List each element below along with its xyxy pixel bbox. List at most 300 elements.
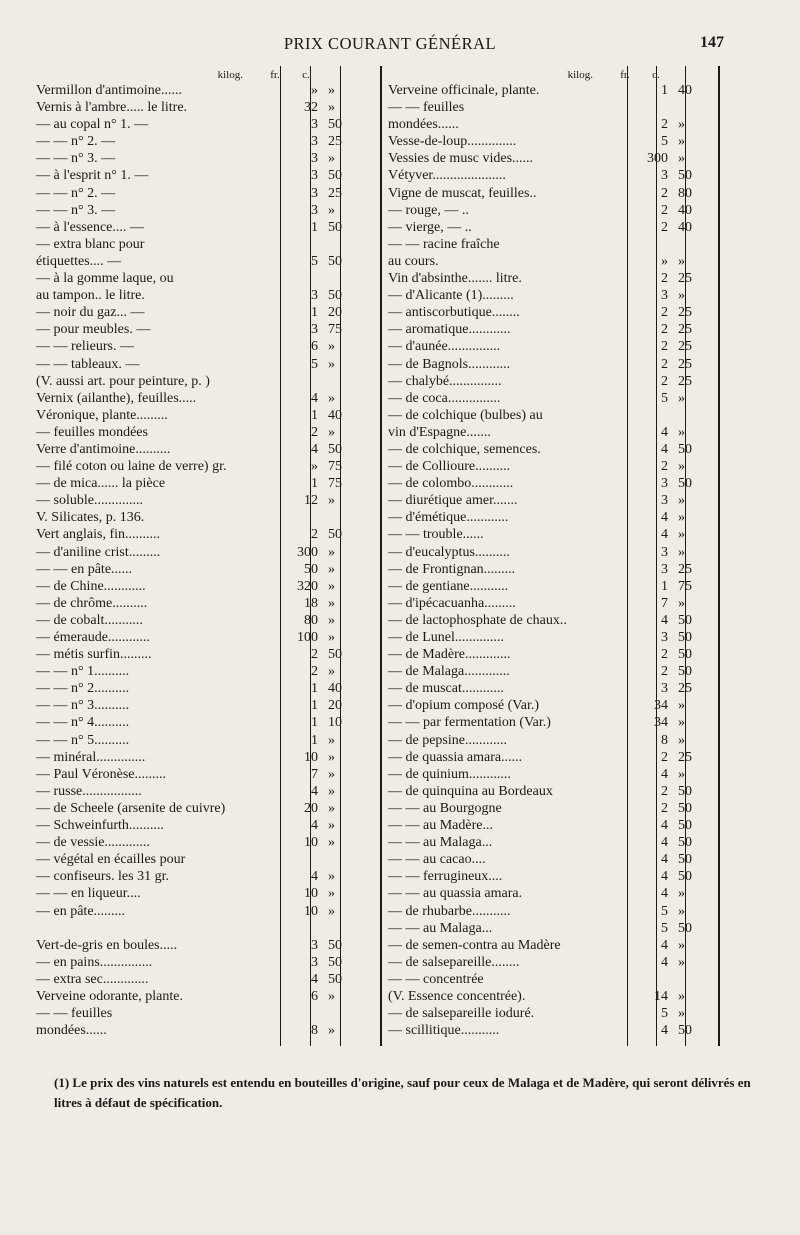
item-label: — — n° 4.......... bbox=[36, 715, 130, 731]
price-centimes: 50 bbox=[678, 800, 692, 816]
price-row bbox=[36, 680, 342, 697]
item-label: Vermillon d'antimoine...... bbox=[36, 83, 183, 98]
price-centimes: » bbox=[328, 390, 335, 406]
price-row bbox=[36, 851, 338, 868]
price-row bbox=[36, 133, 342, 150]
price-centimes: » bbox=[328, 783, 335, 799]
price-centimes: 50 bbox=[678, 630, 692, 645]
right-price-list bbox=[388, 82, 692, 1039]
price-francs: 2 bbox=[661, 664, 668, 680]
item-label: mondées...... bbox=[36, 1023, 107, 1039]
item-label: — — feuilles bbox=[388, 100, 465, 116]
item-label: — extra sec............. bbox=[36, 971, 149, 987]
price-centimes: 50 bbox=[328, 219, 342, 235]
price-francs: 10 bbox=[304, 903, 318, 919]
item-label: Vert anglais, fin.......... bbox=[36, 527, 161, 543]
price-row bbox=[388, 800, 692, 817]
price-centimes: 50 bbox=[678, 476, 692, 492]
right-column-header bbox=[388, 66, 688, 82]
price-centimes: » bbox=[328, 356, 335, 372]
price-row bbox=[36, 697, 342, 714]
price-centimes: 40 bbox=[328, 407, 342, 423]
price-row bbox=[388, 441, 692, 458]
price-centimes: » bbox=[678, 493, 685, 509]
price-francs: 300 bbox=[297, 544, 318, 560]
price-francs: 2 bbox=[661, 271, 668, 287]
item-label: — minéral.............. bbox=[36, 749, 146, 765]
price-francs: 2 bbox=[661, 339, 668, 355]
price-row bbox=[388, 561, 692, 578]
price-row bbox=[388, 458, 688, 475]
price-centimes: 50 bbox=[328, 954, 342, 970]
item-label: au tampon.. le litre. bbox=[36, 288, 145, 304]
item-label: — pour meubles. — bbox=[36, 322, 151, 338]
price-francs: 5 bbox=[661, 903, 668, 919]
price-row bbox=[388, 202, 692, 219]
price-francs: 4 bbox=[311, 390, 318, 406]
price-row bbox=[36, 817, 338, 834]
price-francs: 3 bbox=[311, 134, 318, 150]
price-centimes: » bbox=[678, 937, 685, 953]
price-centimes: » bbox=[328, 903, 335, 919]
price-centimes: » bbox=[678, 459, 685, 475]
item-label: Véronique, plante......... bbox=[36, 407, 168, 423]
price-centimes: 50 bbox=[328, 117, 342, 133]
price-francs: 4 bbox=[661, 937, 668, 953]
item-label: — — concentrée bbox=[388, 971, 484, 987]
left-column-header bbox=[36, 66, 338, 82]
price-francs: 4 bbox=[661, 869, 668, 885]
price-centimes: 40 bbox=[678, 219, 692, 235]
price-centimes: 80 bbox=[678, 185, 692, 201]
price-row bbox=[36, 287, 342, 304]
price-centimes: » bbox=[678, 390, 685, 406]
price-francs: 1 bbox=[311, 407, 318, 423]
price-row bbox=[36, 800, 338, 817]
price-row bbox=[36, 766, 338, 783]
price-row bbox=[388, 868, 692, 885]
item-label: — d'Alicante (1)......... bbox=[388, 288, 514, 304]
left-price-list bbox=[36, 82, 342, 1039]
price-centimes: 25 bbox=[678, 356, 692, 372]
price-row bbox=[36, 988, 338, 1005]
price-francs: 34 bbox=[654, 715, 668, 731]
item-label: — — racine fraîche bbox=[388, 236, 500, 252]
item-label: — de Lunel.............. bbox=[388, 630, 504, 645]
item-label: étiquettes.... — bbox=[36, 253, 122, 269]
item-label: — d'émétique............ bbox=[388, 510, 509, 526]
price-row bbox=[388, 150, 688, 167]
price-francs: 10 bbox=[304, 749, 318, 765]
price-row bbox=[388, 99, 688, 116]
price-centimes: » bbox=[328, 749, 335, 765]
price-francs: 2 bbox=[661, 800, 668, 816]
price-centimes: » bbox=[678, 253, 685, 269]
item-label: Vigne de muscat, feuilles.. bbox=[388, 185, 537, 201]
price-row bbox=[36, 937, 342, 954]
price-row bbox=[388, 492, 688, 509]
item-label: (V. Essence concentrée). bbox=[388, 988, 526, 1004]
item-label: (V. aussi art. pour peinture, p. ) bbox=[36, 373, 210, 389]
item-label: — de semen-contra au Madère bbox=[388, 937, 561, 953]
price-centimes: » bbox=[678, 886, 685, 902]
price-row bbox=[388, 390, 688, 407]
price-row bbox=[388, 954, 688, 971]
price-centimes: » bbox=[328, 1023, 335, 1039]
price-francs: 2 bbox=[311, 664, 318, 680]
price-row bbox=[36, 663, 338, 680]
item-label: — — n° 2. — bbox=[36, 134, 116, 150]
price-centimes: » bbox=[328, 732, 335, 748]
price-centimes: 50 bbox=[328, 647, 342, 663]
item-label: — de Collioure.......... bbox=[388, 459, 511, 475]
price-row bbox=[388, 732, 688, 749]
price-francs: 1 bbox=[311, 698, 318, 714]
price-centimes: » bbox=[678, 510, 685, 526]
price-francs: 5 bbox=[311, 253, 318, 269]
item-label: — à la gomme laque, ou bbox=[36, 271, 174, 287]
item-label: — aromatique............ bbox=[388, 322, 511, 338]
price-francs: 2 bbox=[311, 424, 318, 440]
price-francs: 3 bbox=[311, 954, 318, 970]
item-label: — de quinquina au Bordeaux bbox=[388, 783, 553, 799]
price-row bbox=[36, 390, 338, 407]
price-centimes: 20 bbox=[328, 698, 342, 714]
price-francs: 3 bbox=[661, 630, 668, 645]
price-francs: 2 bbox=[661, 783, 668, 799]
item-label: — de Malaga............. bbox=[388, 664, 510, 680]
price-centimes: 25 bbox=[678, 749, 692, 765]
item-label: — de Scheele (arsenite de cuivre) bbox=[36, 800, 226, 816]
price-centimes: » bbox=[328, 988, 335, 1004]
price-francs: 1 bbox=[311, 715, 318, 731]
price-row bbox=[36, 475, 342, 492]
price-francs: 4 bbox=[311, 869, 318, 885]
price-centimes: 50 bbox=[328, 288, 342, 304]
price-francs: 4 bbox=[311, 783, 318, 799]
price-francs: 3 bbox=[311, 117, 318, 133]
price-row bbox=[36, 783, 338, 800]
price-row bbox=[36, 561, 338, 578]
price-centimes: » bbox=[328, 424, 335, 440]
item-label: — — n° 1.......... bbox=[36, 664, 130, 680]
item-label: Verveine officinale, plante. bbox=[388, 83, 540, 98]
price-francs: 4 bbox=[661, 527, 668, 543]
price-row bbox=[388, 1005, 688, 1022]
price-francs: 2 bbox=[661, 202, 668, 218]
price-centimes: » bbox=[328, 766, 335, 782]
price-francs: 4 bbox=[661, 852, 668, 868]
price-centimes: 75 bbox=[328, 459, 342, 475]
item-label: — de vessie............. bbox=[36, 835, 150, 851]
price-francs: 10 bbox=[304, 835, 318, 851]
unit-header: kilog. bbox=[217, 69, 243, 81]
price-francs: 6 bbox=[311, 339, 318, 355]
price-centimes: 50 bbox=[678, 1023, 692, 1039]
price-row bbox=[388, 373, 692, 390]
price-row bbox=[36, 903, 338, 920]
price-row bbox=[388, 612, 692, 629]
price-francs: 3 bbox=[311, 322, 318, 338]
price-francs: 4 bbox=[661, 886, 668, 902]
price-francs: 14 bbox=[654, 988, 668, 1004]
price-row bbox=[36, 185, 342, 202]
price-centimes: » bbox=[328, 561, 335, 577]
price-row bbox=[388, 116, 688, 133]
item-label: Vernix (ailanthe), feuilles..... bbox=[36, 390, 197, 406]
price-row bbox=[388, 82, 692, 99]
price-centimes: » bbox=[678, 595, 685, 611]
item-label: — de colombo............ bbox=[388, 476, 514, 492]
item-label: vin d'Espagne....... bbox=[388, 424, 491, 440]
price-francs: 50 bbox=[304, 561, 318, 577]
price-centimes: » bbox=[328, 818, 335, 834]
unit-header: kilog. bbox=[567, 69, 593, 81]
price-row bbox=[36, 150, 338, 167]
price-francs: 7 bbox=[661, 595, 668, 611]
item-label: — de lactophosphate de chaux.. bbox=[388, 612, 567, 628]
price-francs: 3 bbox=[661, 493, 668, 509]
price-francs: 5 bbox=[661, 920, 668, 936]
item-label: — vierge, — .. bbox=[388, 219, 472, 235]
price-francs: 20 bbox=[304, 800, 318, 816]
price-centimes: » bbox=[678, 766, 685, 782]
price-row bbox=[388, 167, 692, 184]
item-label: — de chrôme.......... bbox=[36, 595, 148, 611]
price-row bbox=[36, 82, 338, 99]
price-row bbox=[36, 971, 342, 988]
item-label: — de rhubarbe........... bbox=[388, 903, 511, 919]
price-centimes: » bbox=[328, 100, 335, 116]
price-row bbox=[36, 732, 338, 749]
price-francs: 10 bbox=[304, 886, 318, 902]
item-label: Vernis à l'ambre..... le litre. bbox=[36, 100, 188, 116]
price-centimes: 20 bbox=[328, 305, 342, 321]
price-francs: 2 bbox=[661, 305, 668, 321]
price-centimes: 25 bbox=[678, 305, 692, 321]
price-row bbox=[36, 373, 338, 390]
price-francs: 4 bbox=[311, 971, 318, 987]
price-centimes: 50 bbox=[678, 664, 692, 680]
price-row bbox=[388, 646, 692, 663]
price-francs: 2 bbox=[661, 647, 668, 663]
item-label: — de gentiane........... bbox=[388, 578, 509, 594]
price-row bbox=[388, 1022, 692, 1039]
price-centimes: » bbox=[328, 835, 335, 851]
price-row bbox=[388, 356, 692, 373]
price-francs: » bbox=[661, 253, 668, 269]
price-centimes: » bbox=[678, 988, 685, 1004]
price-row bbox=[36, 749, 338, 766]
item-label: — — n° 3. — bbox=[36, 202, 116, 218]
item-label: — de Frontignan......... bbox=[388, 561, 516, 577]
price-centimes: 40 bbox=[328, 681, 342, 697]
page-title: PRIX COURANT GÉNÉRAL bbox=[283, 34, 497, 53]
item-label: — — au Malaga... bbox=[388, 835, 493, 851]
price-centimes: 50 bbox=[328, 937, 342, 953]
price-centimes: » bbox=[678, 698, 685, 714]
price-centimes: » bbox=[328, 83, 335, 98]
price-centimes: 25 bbox=[678, 373, 692, 389]
price-centimes: » bbox=[328, 151, 335, 167]
price-francs: 2 bbox=[311, 527, 318, 543]
price-row bbox=[36, 492, 338, 509]
price-francs: 8 bbox=[311, 1023, 318, 1039]
item-label: — émeraude............ bbox=[36, 630, 150, 645]
item-label: — à l'essence.... — bbox=[36, 219, 144, 235]
price-francs: 3 bbox=[661, 544, 668, 560]
price-francs: 5 bbox=[661, 390, 668, 406]
price-row bbox=[36, 116, 342, 133]
price-centimes: » bbox=[328, 339, 335, 355]
centimes-header: c. bbox=[652, 69, 660, 81]
price-francs: 3 bbox=[661, 681, 668, 697]
price-centimes: 50 bbox=[328, 168, 342, 184]
item-label: — rouge, — .. bbox=[388, 202, 469, 218]
price-centimes: » bbox=[328, 886, 335, 902]
item-label: — Paul Véronèse......... bbox=[36, 766, 166, 782]
item-label: — chalybé............... bbox=[388, 373, 502, 389]
price-row bbox=[388, 509, 688, 526]
price-centimes: 50 bbox=[678, 818, 692, 834]
item-label: — de quinium............ bbox=[388, 766, 511, 782]
price-centimes: 50 bbox=[678, 441, 692, 457]
item-label: — à l'esprit n° 1. — bbox=[36, 168, 149, 184]
price-centimes: 40 bbox=[678, 83, 692, 98]
price-francs: 4 bbox=[311, 441, 318, 457]
price-francs: 3 bbox=[311, 202, 318, 218]
price-centimes: » bbox=[328, 595, 335, 611]
francs-header: fr. bbox=[270, 69, 280, 81]
price-row bbox=[36, 834, 338, 851]
price-francs: 4 bbox=[661, 766, 668, 782]
price-centimes: » bbox=[678, 903, 685, 919]
price-centimes: 50 bbox=[678, 647, 692, 663]
item-label: — confiseurs. les 31 gr. bbox=[36, 869, 169, 885]
price-centimes: 25 bbox=[678, 322, 692, 338]
price-row bbox=[36, 954, 342, 971]
price-row bbox=[36, 868, 338, 885]
price-francs: 4 bbox=[661, 818, 668, 834]
price-francs: 3 bbox=[661, 476, 668, 492]
price-centimes: 25 bbox=[678, 271, 692, 287]
price-centimes: 10 bbox=[328, 715, 342, 731]
price-francs: 3 bbox=[661, 288, 668, 304]
item-label: — en pains............... bbox=[36, 954, 153, 970]
price-francs: 2 bbox=[661, 356, 668, 372]
price-centimes: » bbox=[328, 800, 335, 816]
price-francs: 5 bbox=[311, 356, 318, 372]
price-row bbox=[388, 287, 688, 304]
item-label: — scillitique........... bbox=[388, 1023, 500, 1039]
price-row bbox=[388, 407, 688, 424]
price-francs: 4 bbox=[661, 835, 668, 851]
price-row bbox=[36, 321, 342, 338]
item-label: — d'opium composé (Var.) bbox=[388, 698, 540, 714]
price-centimes: » bbox=[328, 493, 335, 509]
price-row bbox=[36, 202, 338, 219]
price-centimes: 25 bbox=[328, 185, 342, 201]
price-centimes: » bbox=[328, 544, 335, 560]
centimes-header: c. bbox=[302, 69, 310, 81]
price-francs: 1 bbox=[311, 476, 318, 492]
price-centimes: » bbox=[328, 202, 335, 218]
price-centimes: 50 bbox=[678, 852, 692, 868]
item-label: — — tableaux. — bbox=[36, 356, 140, 372]
item-label: Vin d'absinthe....... litre. bbox=[388, 271, 522, 287]
price-centimes: 50 bbox=[678, 869, 692, 885]
item-label: — noir du gaz... — bbox=[36, 305, 145, 321]
item-label: — de mica...... la pièce bbox=[36, 476, 166, 492]
item-label: — d'ipécacuanha......... bbox=[388, 595, 516, 611]
price-francs: 300 bbox=[647, 151, 668, 167]
item-label: — — trouble...... bbox=[388, 527, 484, 543]
price-row bbox=[36, 338, 338, 355]
item-label: — — relieurs. — bbox=[36, 339, 134, 355]
price-centimes: » bbox=[678, 151, 685, 167]
price-row bbox=[36, 236, 338, 253]
price-francs: 1 bbox=[311, 305, 318, 321]
price-francs: 4 bbox=[661, 441, 668, 457]
price-centimes: » bbox=[678, 544, 685, 560]
price-centimes: » bbox=[678, 715, 685, 731]
price-francs: 2 bbox=[661, 373, 668, 389]
item-label: — — en liqueur.... bbox=[36, 886, 141, 902]
price-row bbox=[36, 595, 338, 612]
item-label: — de salsepareille........ bbox=[388, 954, 520, 970]
item-label: — Schweinfurth.......... bbox=[36, 818, 164, 834]
item-label: V. Silicates, p. 136. bbox=[36, 510, 145, 526]
price-row bbox=[36, 407, 342, 424]
price-centimes: 25 bbox=[678, 339, 692, 355]
price-row bbox=[36, 356, 338, 373]
price-centimes: » bbox=[328, 630, 335, 645]
price-row bbox=[36, 920, 338, 937]
price-row bbox=[36, 441, 342, 458]
price-row bbox=[388, 937, 688, 954]
item-label: — — n° 2.......... bbox=[36, 681, 130, 697]
price-row bbox=[36, 99, 338, 116]
item-label: — extra blanc pour bbox=[36, 236, 145, 252]
price-francs: 3 bbox=[311, 185, 318, 201]
price-francs: 2 bbox=[661, 322, 668, 338]
price-centimes: 50 bbox=[328, 441, 342, 457]
price-row bbox=[36, 526, 342, 543]
price-centimes: 50 bbox=[328, 971, 342, 987]
item-label: — — n° 2. — bbox=[36, 185, 116, 201]
price-francs: 4 bbox=[311, 818, 318, 834]
price-francs: 1 bbox=[661, 83, 668, 98]
price-centimes: » bbox=[328, 578, 335, 594]
price-centimes: » bbox=[328, 869, 335, 885]
price-row bbox=[388, 714, 688, 731]
price-francs: 32 bbox=[304, 100, 318, 116]
item-label: — métis surfin......... bbox=[36, 647, 152, 663]
page-header bbox=[0, 34, 800, 58]
item-label: — d'aniline crist......... bbox=[36, 544, 161, 560]
item-label: — antiscorbutique........ bbox=[388, 305, 520, 321]
price-francs: 12 bbox=[304, 493, 318, 509]
item-label: au cours. bbox=[388, 253, 439, 269]
price-row bbox=[388, 185, 692, 202]
price-row bbox=[36, 646, 342, 663]
price-francs: » bbox=[311, 83, 318, 98]
item-label: — — ferrugineux.... bbox=[388, 869, 503, 885]
price-row bbox=[36, 1005, 338, 1022]
price-row bbox=[388, 988, 688, 1005]
left-column bbox=[36, 66, 342, 1039]
price-row bbox=[388, 885, 688, 902]
